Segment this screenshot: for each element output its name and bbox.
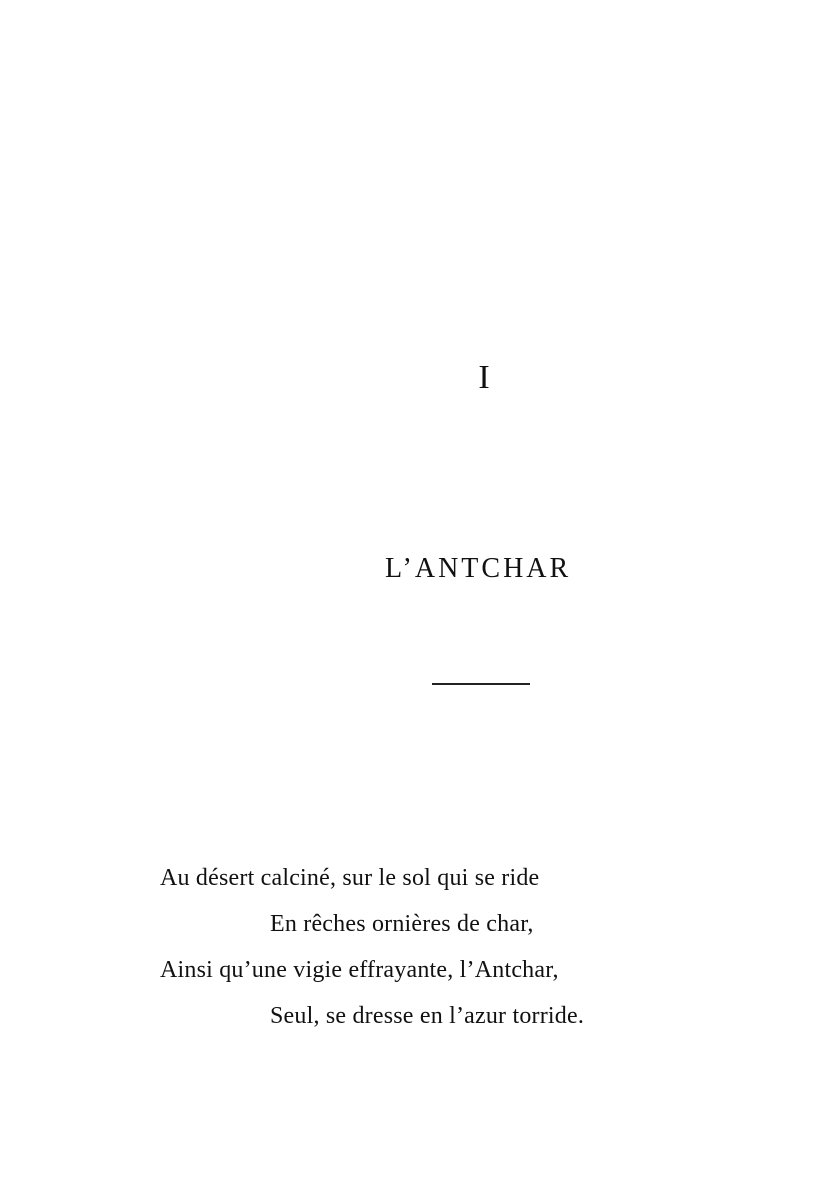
poem-title: L’ANTCHAR <box>385 553 572 584</box>
verse-line-indented: Seul, se dresse en l’azur torride. <box>270 1003 585 1029</box>
poem-stanza <box>160 855 780 1039</box>
verse-line: Au désert calciné, sur le sol qui se ride <box>160 865 540 891</box>
chapter-numeral: I <box>478 359 490 396</box>
verse-line: Ainsi qu’une vigie effrayante, l’Antchar, <box>160 957 559 983</box>
title-divider-rule <box>432 683 530 685</box>
verse-line-indented: En rêches ornières de char, <box>270 911 534 937</box>
